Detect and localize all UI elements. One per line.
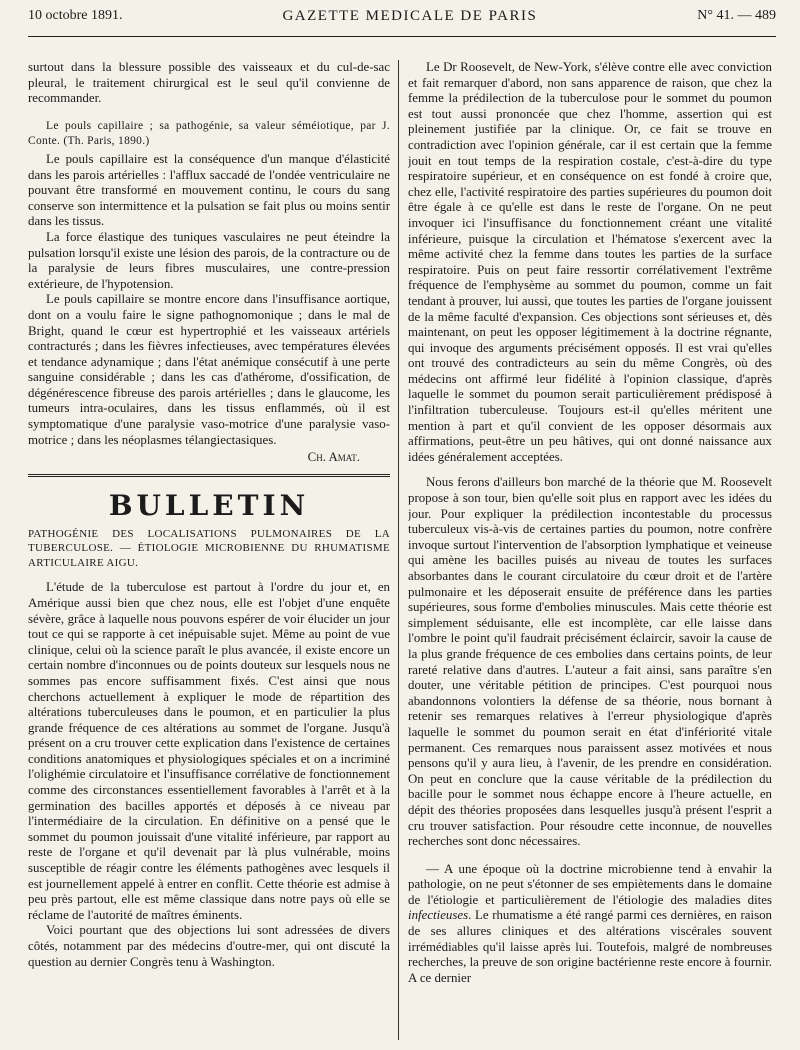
paragraph: Le pouls capillaire est la conséquence d'un manque d'élasticité dans les parois artérielles : l'afflux saccadé de l'ondée ventriculaire ne pouvant être transformé en mouvement continu, le cours du sang conserve son intermittence et la pulsation se fait plus ou moins sentir dans les tissus. bbox=[28, 151, 390, 229]
bulletin-heading: BULLETIN bbox=[108, 488, 310, 522]
left-column bbox=[28, 60, 390, 1040]
text-run: — A une époque où la doctrine microbienne tend à envahir la pathologie, on ne peut s'étonner de ses empiètements dans le domaine de l'étiologie et particulièrement de l'étiologie des maladies dites bbox=[408, 861, 772, 907]
paragraph: Le pouls capillaire se montre encore dans l'insuffisance aortique, dont on a voulu faire le signe pathognomonique ; dans le mal de Bright, quand le cœur est hypertrophié et les vaisseaux artériels contracturés ; dans les fièvres infectieuses, avec températures élevées et tendance adynamique ; dans l'état anémique consécutif à une perte sanguine considérable ; dans les cas d'athérome, d'ossification, de dégénérescence fibreuse des parois artérielles ; dans le glaucome, les tumeurs intra-oculaires, dans les tissus enflammés, où il est symptomatique d'une paralysie vaso-motrice d'une paralysie vaso-motrice ; dans les néoplasmes télangiectasiques. bbox=[28, 292, 390, 447]
paragraph: surtout dans la blessure possible des vaisseaux et du cul-de-sac pleural, le traitement chirurgical est le seul qu'il convienne de recommander. bbox=[28, 60, 390, 106]
journal-title: GAZETTE MEDICALE DE PARIS bbox=[282, 8, 538, 24]
paragraph: La force élastique des tuniques vasculaires ne peut éteindre la pulsation lorsqu'il existe une lésion des parois, de la contracture ou de la paralysie de leurs fibres musculaires, une contre-pression extérieure, de l'hypotension. bbox=[28, 229, 390, 291]
paragraph: L'étude de la tuberculose est partout à l'ordre du jour et, en Amérique aussi bien que chez nous, elle est l'objet d'une enquête sévère, grâce à laquelle nous pouvons espérer de voir élucider un jour tout ce qui se rapporte à cet inépuisable sujet. Même au point de vue clinique, celui où la science paraît le plus avancée, il existe encore un certain nombre d'inconnues ou de points douteux sur lesquels nous ne sommes pas encore suffisamment fixés. C'est ainsi que nous cherchons actuellement à expliquer le mode de répartition des altérations tuberculeuses dans le poumon, et en particulier la plus grande fréquence de ces altérations au sommet de l'organe. Jusqu'à présent on a cru trouver cette explication dans l'existence de certaines conditions anatomiques et physiologiques spéciales et on a incriminé l'olighémie circulatoire et l'insuffisance corrélative de fonctionnement comme des circonstances essentiellement favorables à l'arrêt et à la germination des bacilles apportés et déposés à ce niveau par l'intermédiaire de la circulation. En définitive on a pensé que le sommet du poumon jouissait d'une vitalité inférieure, par rapport au reste de l'organe et qu'il devenait par là plus vulnérable, moins susceptible de réagir contre les éléments pathogènes avec lesquels il est journellement appelé à entrer en conflit. Cette théorie est admise à peu près partout, elle est même classique dans notre pays où elle se réclame de l'autorité de maîtres éminents. bbox=[28, 580, 390, 922]
author-signature: Ch. Amat. bbox=[307, 450, 360, 465]
page-header bbox=[28, 8, 776, 44]
column-divider bbox=[398, 60, 399, 1040]
header-rule bbox=[28, 36, 776, 37]
review-title: Le pouls capillaire ; sa pathogénie, sa valeur séméiotique, par J. Conte. (Th. Paris, 1890.) bbox=[28, 119, 390, 148]
paragraph: Voici pourtant que des objections lui sont adressées de divers côtés, notamment par des médecins d'outre-mer, qui ont discuté la question au dernier Congrès tenu à Washington. bbox=[28, 923, 390, 969]
right-column bbox=[408, 60, 772, 1040]
section-divider bbox=[28, 474, 390, 479]
emphasis-text: infectieuses bbox=[408, 908, 469, 923]
bulletin-subtitle: PATHOGÉNIE DES LOCALISATIONS PULMONAIRES DE LA TUBERCULOSE. — ÉTIOLOGIE MICROBIENNE DU RHUMATISME ARTICULAIRE AIGU. bbox=[28, 527, 390, 569]
page-number: N° 41. — 489 bbox=[697, 8, 776, 23]
paragraph: Nous ferons d'ailleurs bon marché de la théorie que M. Roosevelt propose à son tour, bien qu'elle soit plus en rapport avec les idées du jour. Pour expliquer la prédilection incontestable du processus tuberculeux vis-à-vis de certaines parties du poumon, notre confrère invoque surtout l'intervention de l'absorption lymphatique et veineuse qui amène les bacilles puisés au niveau de toutes les surfaces absorbantes dans le courant circulatoire du cœur droit et de l'artère pulmonaire et les déposerait ensuite de préférence dans les parties supérieures, sous forme d'embolies minuscules. Mais cette théorie est simplement séduisante, elle est incomplète, car elle laisse dans l'ombre le point qu'il faudrait précisément éclaircir, savoir la cause de la plus grande fréquence de ces embolies dans certains points, de leur rareté relative dans d'autres. L'auteur a fait ainsi, sans paraître s'en douter, une véritable pétition de principes. C'est pourquoi nous abandonnons volontiers la défense de sa théorie, nous bornant à retenir ses remarques relatives à l'erreur physiologique d'après laquelle le sommet du poumon serait en état d'infériorité vitale permanent. Ces remarques nous paraissent assez motivées et nous pensons qu'il y aura lieu, à l'avenir, de les prendre en considération. On peut en conclure que la cause véritable de la prédilection du bacille pour le sommet nous échappe encore à l'heure actuelle, en dépit des théories proposées dans lesquelles jusqu'à présent l'esprit a cru trouver satisfaction. Pour résoudre cette inconnue, de nouvelles recherches sont donc nécessaires. bbox=[408, 475, 772, 849]
issue-date: 10 octobre 1891. bbox=[28, 8, 123, 23]
paragraph: Le Dr Roosevelt, de New-York, s'élève contre elle avec conviction et fait remarquer d'abord, non sans apparence de raison, que chez la femme la prédilection de la tuberculose pour le sommet du poumon est tout aussi prononcée que chez l'homme, assertion qui est pleinement justifiée par la clinique. Or, ce fait se trouve en contradiction avec l'opinion générale, car il est certain que la femme jouit en tout temps de la respiration costale, c'est-à-dire du type respiratoire supérieur, et en conséquence on est fondé à croire que, chez elle, l'activité respiratoire des parties supérieures du poumon doit être égale à ce qu'elle est dans le reste de l'organe. On ne peut invoquer ici l'insuffisance du fonctionnement créant une vitalité inférieure, puisque la circulation et l'hématose s'exercent avec la même activité chez la femme dans toutes les parties de la surface respiratoire. Puis on peut faire ressortir corrélativement l'extrême fréquence de l'emphysème au sommet du poumon, comme un fait tendant à prouver, lui aussi, que toutes les parties de l'organe jouissent de la même faculté d'expansion. Ces objections sont sérieuses et, dès maintenant, on peut les opposer légitimement à la doctrine régnante, qui invoque des arguments précisément opposés. Il est vrai qu'elles ont trouvé des contradicteurs au sein du même Congrès, où des médecins ont affirmé leur fidélité à l'opinion classique, d'après laquelle le sommet du poumon serait particulièrement prédisposé à l'infiltration tuberculeuse. Toujours est-il qu'elles méritent une mention à part et qu'il convient de les opposer désormais aux affirmations, peut-être un peu hâtives, qui ont donné naissance aux idées généralement acceptées. bbox=[408, 60, 772, 464]
text-run: . Le rhumatisme a été rangé parmi ces dernières, en raison de ses allures cliniques et des altérations viscérales souvent irrémédiables qu'il laisse après lui. Toutefois, malgré de nombreuses recherches, la preuve de son origine bactérienne reste encore à fournir. A ce dernier bbox=[408, 908, 772, 985]
paragraph bbox=[408, 862, 772, 987]
